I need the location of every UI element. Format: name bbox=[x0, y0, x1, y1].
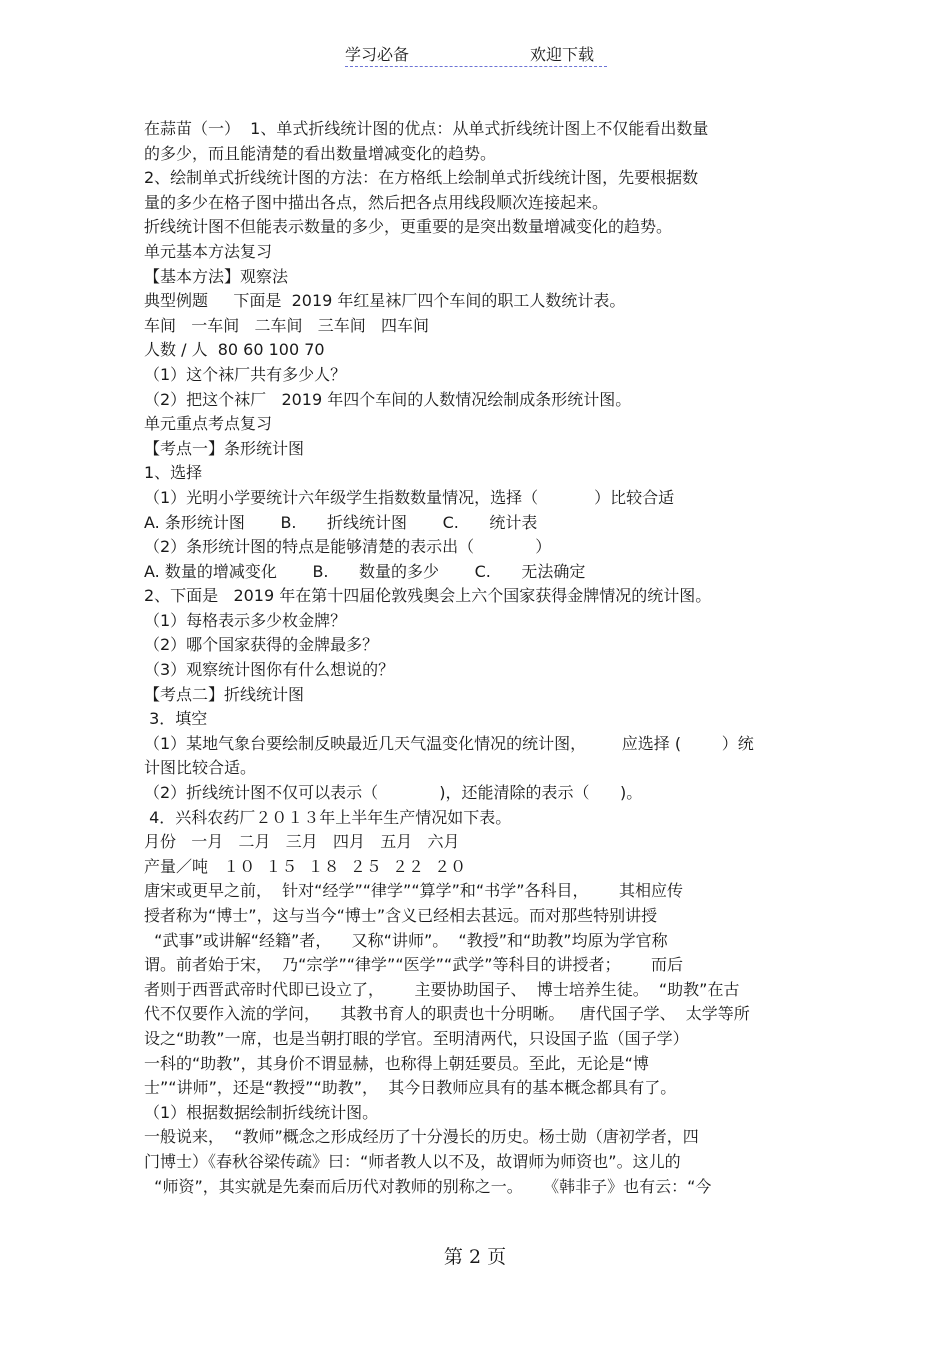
text-line: （1）光明小学要统计六年级学生指数数量情况，选择（ ）比较合适 bbox=[144, 487, 675, 507]
text-line: 月份 一月 二月 三月 四月 五月 六月 bbox=[144, 832, 460, 852]
text-line: 在蒜苗（一） 1、单式折线统计图的优点：从单式折线统计图上不仅能看出数量 bbox=[144, 119, 709, 138]
text-line: 【考点二】折线统计图 bbox=[144, 684, 305, 704]
text-line: （1）每格表示多少枚金牌？ bbox=[144, 610, 347, 630]
document-body bbox=[144, 117, 824, 1199]
text-line: A. 数量的增减变化 B. 数量的多少 C. 无法确定 bbox=[144, 561, 586, 581]
text-line: “师资”，其实就是先秦而后历代对教师的别称之一。 《韩非子》也有云：“今 bbox=[144, 1176, 712, 1196]
header-left-text: 学习必备 bbox=[345, 45, 410, 64]
text-line: （2）条形统计图的特点是能够清楚的表示出（ ） bbox=[144, 537, 552, 557]
text-line: （1）这个袜厂共有多少人？ bbox=[144, 364, 347, 384]
text-line: 4．兴科农药厂２０１３年上半年生产情况如下表。 bbox=[144, 807, 512, 827]
text-line: 士”“讲师”，还是“教授”“助教”， 其今日教师应具有的基本概念都具有了。 bbox=[144, 1078, 677, 1098]
text-line: 单元重点考点复习 bbox=[144, 414, 273, 434]
text-line: 授者称为“博士”，这与当今“博士”含义已经相去甚远。而对那些特别讲授 bbox=[144, 906, 658, 925]
text-line: “武事”或讲解“经籍”者， 又称“讲师”。 “教授”和“助教”均原为学官称 bbox=[144, 930, 668, 950]
text-line: 者则于西晋武帝时代即已设立了， 主要协助国子、 博士培养生徒。 “助教”在古 bbox=[144, 979, 740, 999]
text-line: （3）观察统计图你有什么想说的？ bbox=[144, 660, 395, 680]
text-line: （2）折线统计图不仅可以表示（ )，还能清除的表示（ )。 bbox=[144, 783, 643, 803]
text-line: 车间 一车间 二车间 三车间 四车间 bbox=[144, 315, 430, 335]
text-line: 单元基本方法复习 bbox=[144, 241, 273, 261]
text-line: 【基本方法】观察法 bbox=[144, 266, 289, 286]
text-line: 折线统计图不但能表示数量的多少，更重要的是突出数量增减变化的趋势。 bbox=[144, 217, 673, 237]
text-line: 人数 / 人 80 60 100 70 bbox=[144, 340, 325, 360]
text-line: 计图比较合适。 bbox=[144, 758, 257, 778]
text-line: 【考点一】条形统计图 bbox=[144, 438, 305, 458]
text-line: （2）哪个国家获得的金牌最多？ bbox=[144, 635, 379, 655]
text-line: 1、选择 bbox=[144, 463, 203, 483]
page-header bbox=[345, 42, 607, 67]
page-number: 第 2 页 bbox=[443, 1246, 507, 1268]
text-line: 产量／吨 １０ １５ １８ ２５ ２２ ２０ bbox=[144, 856, 467, 876]
text-line: 2、下面是 2019 年在第十四届伦敦残奥会上六个国家获得金牌情况的统计图。 bbox=[144, 586, 712, 606]
text-line: 的多少，而且能清楚的看出数量增减变化的趋势。 bbox=[144, 143, 497, 163]
text-line: 2、绘制单式折线统计图的方法：在方格纸上绘制单式折线统计图，先要根据数 bbox=[144, 168, 699, 188]
text-line: 典型例题 下面是 2019 年红星袜厂四个车间的职工人数统计表。 bbox=[144, 291, 626, 311]
text-line: （1）某地气象台要绘制反映最近几天气温变化情况的统计图， 应选择 ( ）统 bbox=[144, 733, 754, 753]
text-line: （1）根据数据绘制折线统计图。 bbox=[144, 1102, 379, 1122]
text-line: 门博士）《春秋谷梁传疏》曰：“师者教人以不及，故谓师为师资也”。这儿的 bbox=[144, 1151, 681, 1171]
text-line: 设之“助教”一席，也是当朝打眼的学官。至明清两代，只设国子监（国子学） bbox=[144, 1028, 689, 1048]
text-line: 唐宋或更早之前， 针对“经学”“律学”“算学”和“书学”各科目， 其相应传 bbox=[144, 881, 684, 901]
text-line: 代不仅要作入流的学问， 其教书育人的职责也十分明晰。 唐代国子学、 太学等所 bbox=[144, 1004, 750, 1024]
text-line: A. 条形统计图 B. 折线统计图 C. 统计表 bbox=[144, 512, 538, 532]
text-line: 一般说来， “教师”概念之形成经历了十分漫长的历史。杨士勋（唐初学者，四 bbox=[144, 1127, 699, 1147]
text-line: （2）把这个袜厂 2019 年四个车间的人数情况绘制成条形统计图。 bbox=[144, 389, 632, 409]
header-right-text: 欢迎下载 bbox=[530, 45, 595, 64]
text-line: 谓。前者始于宋， 乃“宗学”“律学”“医学”“武学”等科目的讲授者； 而后 bbox=[144, 955, 684, 975]
text-line: 3．填空 bbox=[144, 709, 208, 729]
text-line: 一科的“助教”，其身价不谓显赫，也称得上朝廷要员。至此，无论是“博 bbox=[144, 1053, 649, 1073]
text-line: 量的多少在格子图中描出各点，然后把各点用线段顺次连接起来。 bbox=[144, 192, 609, 212]
